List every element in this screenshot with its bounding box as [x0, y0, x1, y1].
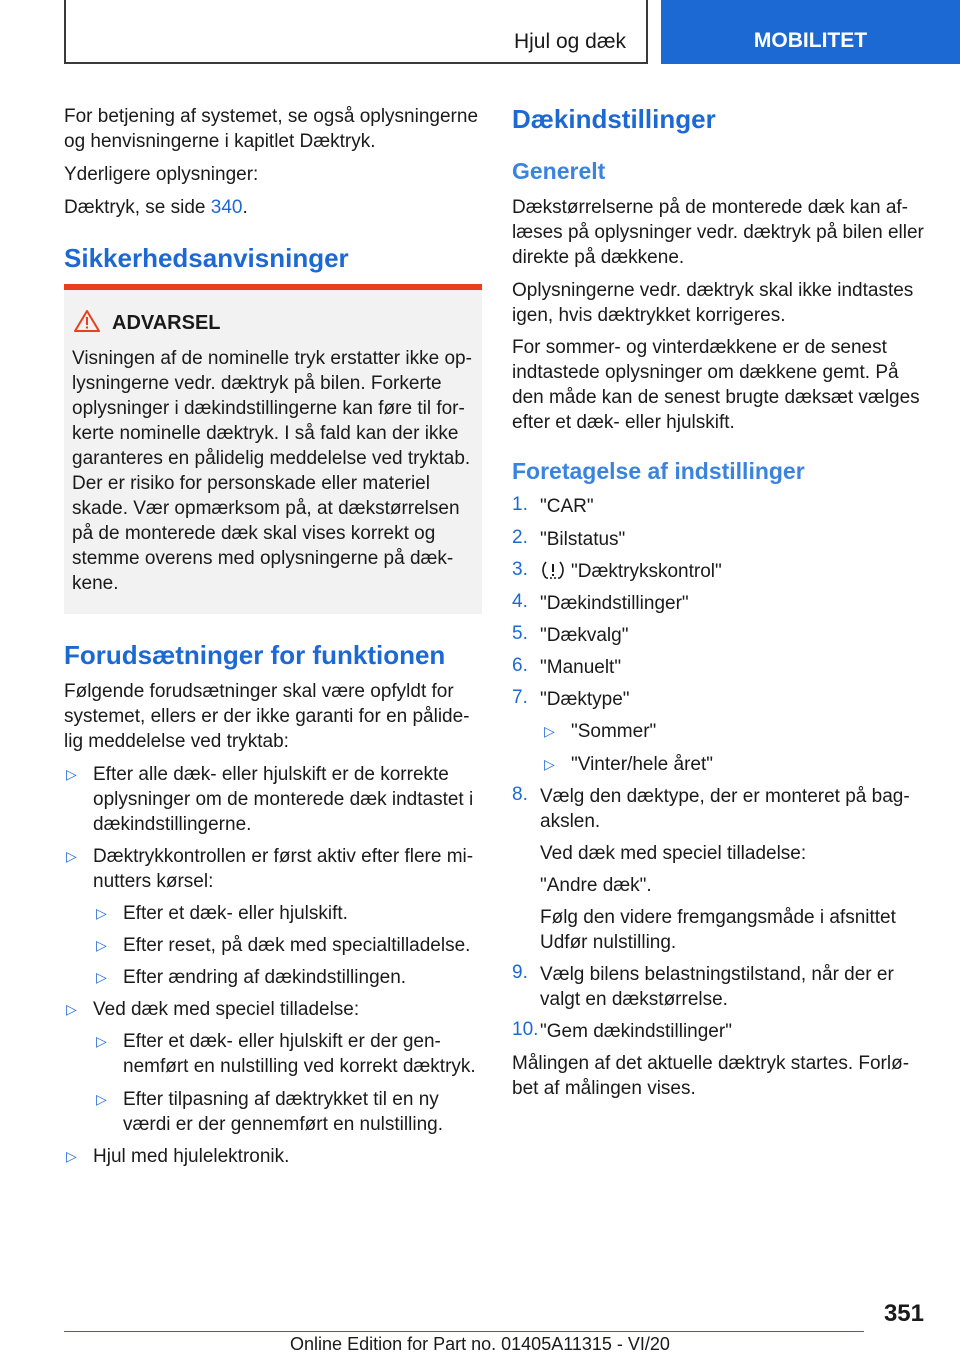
- warning-title: ADVARSEL: [112, 312, 221, 334]
- step-note: Følg den videre fremgangsmåde i afsnittet: [540, 907, 896, 928]
- general-text: direkte på dækkene.: [512, 247, 685, 268]
- triangle-bullet-icon: ▷: [96, 905, 107, 921]
- bullet-text: Efter alle dæk- eller hjulskift er de korrekte: [93, 764, 449, 785]
- warning-line: Der er risiko for personskade eller materiel: [72, 473, 430, 494]
- sub-bullet-text: Efter reset, på dæk med specialtilladelse.: [123, 935, 471, 956]
- prereq-heading: Forudsætninger for funktionen: [64, 640, 446, 670]
- triangle-bullet-icon: ▷: [96, 1091, 107, 1107]
- prereq-intro-line: lig meddelelse ved tryktab:: [64, 731, 289, 752]
- general-text: Dækstørrelserne på de monterede dæk kan af-: [512, 197, 909, 218]
- warning-line: lysningerne vedr. dæktryk på bilen. Forkerte: [72, 373, 442, 394]
- triangle-bullet-icon: ▷: [96, 937, 107, 953]
- page-reference: Dæktryk, se side 340.: [64, 197, 248, 218]
- step-text: "CAR": [540, 496, 594, 517]
- step-note: Udfør nulstilling.: [540, 932, 677, 953]
- general-text: efter et dæk- eller hjulskift.: [512, 412, 735, 433]
- warning-line: kerte nominelle dæktryk. I så fald kan der ikke: [72, 423, 459, 444]
- outro-text: Målingen af det aktuelle dæktryk startes. Forlø-: [512, 1053, 910, 1074]
- step-number: 4.: [512, 591, 528, 612]
- sub-bullet-text: nemført en nulstilling ved korrekt dæktryk.: [123, 1056, 476, 1077]
- triangle-bullet-icon: ▷: [66, 1148, 77, 1164]
- warning-line: garanteres en pålidelig meddelelse ved tryktab.: [72, 448, 471, 469]
- bullet-text: oplysninger om de monterede dæk indtastet i: [93, 789, 474, 810]
- general-text: den måde kan de senest brugte dæksæt vælges: [512, 387, 920, 408]
- step-text: "Gem dækindstillinger": [540, 1021, 732, 1042]
- warning-line: kene.: [72, 573, 119, 594]
- warning-line: skade. Vær opmærksom på, at dækstørrelsen: [72, 498, 460, 519]
- step-text: "Dækvalg": [540, 625, 629, 646]
- step-number: 7.: [512, 687, 528, 708]
- sub-bullet-text: Efter tilpasning af dæktrykket til en ny: [123, 1089, 439, 1110]
- page-number: 351: [883, 1300, 924, 1327]
- step-number: 5.: [512, 623, 528, 644]
- sub-bullet-text: Efter et dæk- eller hjulskift er der gen-: [123, 1031, 441, 1052]
- triangle-bullet-icon: ▷: [66, 766, 77, 782]
- bullet-text: Ved dæk med speciel tilladelse:: [93, 999, 360, 1020]
- intro-line-2: og henvisningerne i kapitlet Dæktryk.: [64, 131, 376, 152]
- edition-text: Online Edition for Part no. 01405A11315 - VI/20: [290, 1334, 670, 1354]
- section-title: Hjul og dæk: [513, 30, 626, 53]
- bullet-text: dækindstillingerne.: [93, 814, 252, 835]
- sub-step-text: "Vinter/hele året": [571, 754, 713, 775]
- more-info-label: Yderligere oplysninger:: [64, 164, 259, 185]
- chapter-tab[interactable]: MOBILITET: [661, 0, 960, 64]
- triangle-bullet-icon: ▷: [96, 1033, 107, 1049]
- step-number: 6.: [512, 655, 528, 676]
- tire-pressure-icon: [541, 559, 565, 586]
- step-text: "Dæktrykskontrol": [571, 561, 722, 582]
- general-text: Oplysningerne vedr. dæktryk skal ikke indtastes: [512, 280, 914, 301]
- sub-step-text: "Sommer": [571, 721, 657, 742]
- sub-bullet-text: værdi er der gennemført en nulstilling.: [123, 1114, 443, 1135]
- bullet-text: Hjul med hjulelektronik.: [93, 1146, 290, 1167]
- general-text: indtastede oplysninger om dækkene gemt. På: [512, 362, 899, 383]
- warning-line: stemme overens med oplysningerne på dæk-: [72, 548, 454, 569]
- warning-box: [64, 290, 482, 614]
- outro-text: bet af målingen vises.: [512, 1078, 696, 1099]
- header-frame: [64, 0, 648, 64]
- bullet-text: nutters kørsel:: [93, 871, 214, 892]
- warning-line: på de monterede dæk skal vises korrekt og: [72, 523, 436, 544]
- step-number: 2.: [512, 527, 528, 548]
- footer-divider: [64, 1331, 864, 1332]
- warning-line: oplysninger i dækindstillingerne kan føre til for-: [72, 398, 465, 419]
- triangle-bullet-icon: ▷: [66, 1001, 77, 1017]
- triangle-bullet-icon: ▷: [544, 756, 555, 772]
- step-text: "Dæktype": [540, 689, 630, 710]
- warning-text: [72, 346, 472, 596]
- step-text: "Dækindstillinger": [540, 593, 689, 614]
- step-text: "Bilstatus": [540, 529, 626, 550]
- step-number: 3.: [512, 559, 528, 580]
- warning-triangle-icon: [74, 310, 100, 337]
- prereq-intro-line: Følgende forudsætninger skal være opfyldt for: [64, 681, 454, 702]
- triangle-bullet-icon: ▷: [96, 969, 107, 985]
- sub-bullet-text: Efter ændring af dækindstillingen.: [123, 967, 407, 988]
- general-text: igen, hvis dæktrykket korrigeres.: [512, 305, 786, 326]
- intro-line-1: For betjening af systemet, se også oplysningerne: [64, 106, 479, 127]
- step-note: "Andre dæk".: [540, 875, 652, 896]
- step-text: Vælg bilens belastningstilstand, når der er: [540, 964, 894, 985]
- bullet-text: Dæktrykkontrollen er først aktiv efter flere mi-: [93, 846, 474, 867]
- step-text: akslen.: [540, 811, 601, 832]
- page-reference-link[interactable]: 340: [210, 197, 243, 218]
- step-text: valgt en dækstørrelse.: [540, 989, 728, 1010]
- prereq-intro-line: systemet, ellers er der ikke garanti for en pålide-: [64, 706, 470, 727]
- step-note: Ved dæk med speciel tilladelse:: [540, 843, 807, 864]
- step-number: 8.: [512, 784, 528, 805]
- step-number: 10.: [512, 1019, 539, 1040]
- general-text: For sommer- og vinterdækkene er de senest: [512, 337, 887, 358]
- warning-line: Visningen af de nominelle tryk erstatter ikke op-: [72, 348, 472, 369]
- triangle-bullet-icon: ▷: [544, 723, 555, 739]
- settings-heading: Foretagelse af indstillinger: [512, 458, 805, 484]
- general-heading: Generelt: [512, 158, 606, 184]
- step-number: 1.: [512, 494, 528, 515]
- step-text: "Manuelt": [540, 657, 622, 678]
- tire-settings-heading: Dækindstillinger: [512, 104, 716, 134]
- triangle-bullet-icon: ▷: [66, 848, 77, 864]
- general-text: læses på oplysninger vedr. dæktryk på bilen eller: [512, 222, 924, 243]
- step-text: Vælg den dæktype, der er monteret på bag-: [540, 786, 910, 807]
- safety-heading: Sikkerhedsanvisninger: [64, 243, 349, 273]
- step-number: 9.: [512, 962, 528, 983]
- sub-bullet-text: Efter et dæk- eller hjulskift.: [123, 903, 348, 924]
